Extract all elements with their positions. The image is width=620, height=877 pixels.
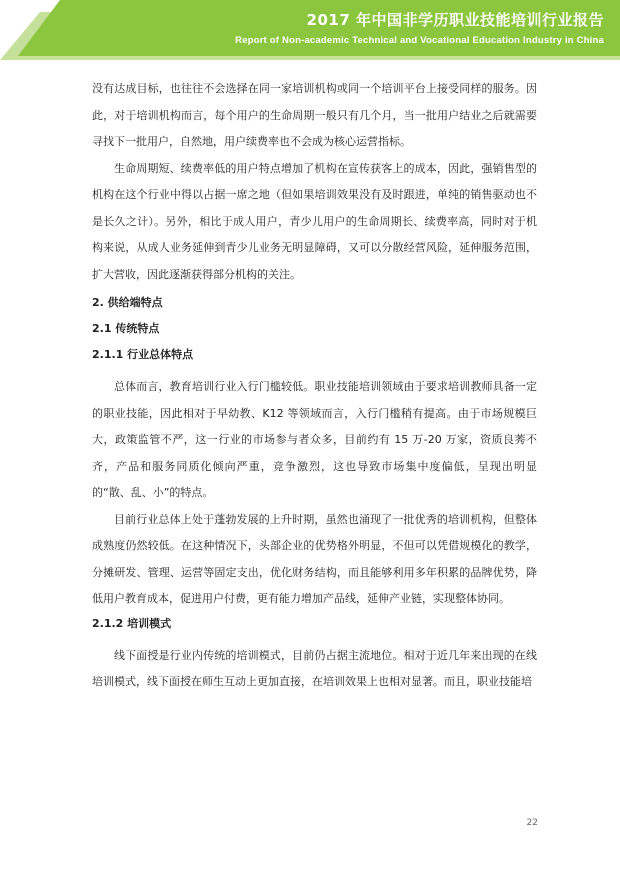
paragraph-1: 没有达成目标，也往往不会选择在同一家培训机构或同一个培训平台上接受同样的服务。因此，对于培训机构而言，每个用户的生命周期一般只有几个月，当一批用户结业之后就需要寻找下一批用户，自然地，用户续费率也不会成为核心运营指标。 xyxy=(92,82,537,148)
section-heading-2: 2. 供给端特点 xyxy=(92,296,163,309)
report-title: 2017 年中国非学历职业技能培训行业报告 xyxy=(306,11,604,29)
section-heading-2-1-1: 2.1.1 行业总体特点 xyxy=(92,348,194,361)
report-subtitle: Report of Non-academic Technical and Vocational Education Industry in China xyxy=(235,35,604,46)
paragraph-3: 总体而言，教育培训行业入行门槛较低。职业技能培训领域由于要求培训教师具备一定的职业技能，因此相对于早幼教、K12 等领域而言，入行门槛稍有提高。由于市场规模巨大，政策监管不严，这一行业的市场参与者众多，目前约有 15 万-20 万家，资质良莠不齐，产品和服务同质化倾向严重，竞争激烈，这也导致市场集中度偏低，呈现出明显的“散、乱、小”的特点。 xyxy=(92,380,537,499)
paragraph-2: 生命周期短、续费率低的用户特点增加了机构在宣传获客上的成本，因此，强销售型的机构在这个行业中得以占据一席之地（但如果培训效果没有及时跟进，单纯的销售驱动也不是长久之计）。另外，相比于成人用户，青少儿用户的生命周期长、续费率高，同时对于机构来说，从成人业务延伸到青少儿业务无明显障碍，又可以分散经营风险，延伸服务范围，扩大营收，因此逐渐获得部分机构的关注。 xyxy=(92,161,537,281)
page-content xyxy=(92,76,537,696)
page-number: 22 xyxy=(526,818,538,828)
section-heading-2-1-2: 2.1.2 培训模式 xyxy=(92,616,172,630)
header-banner xyxy=(0,0,620,60)
section-heading-2-1: 2.1 传统特点 xyxy=(92,322,160,335)
paragraph-5: 线下面授是行业内传统的培训模式，目前仍占据主流地位。相对于近几年来出现的在线培训模式，线下面授在师生互动上更加直接，在培训效果上也相对显著。而且，职业技能培 xyxy=(92,648,537,688)
paragraph-4: 目前行业总体上处于蓬勃发展的上升时期，虽然也涌现了一批优秀的培训机构，但整体成熟度仍然较低。在这种情况下，头部企业的优势格外明显，不但可以凭借规模化的教学，分摊研发、管理、运营等固定支出，优化财务结构，而且能够利用多年积累的品牌优势，降低用户教育成本，促进用户付费，更有能力增加产品线，延伸产业链，实现整体协同。 xyxy=(92,512,537,605)
